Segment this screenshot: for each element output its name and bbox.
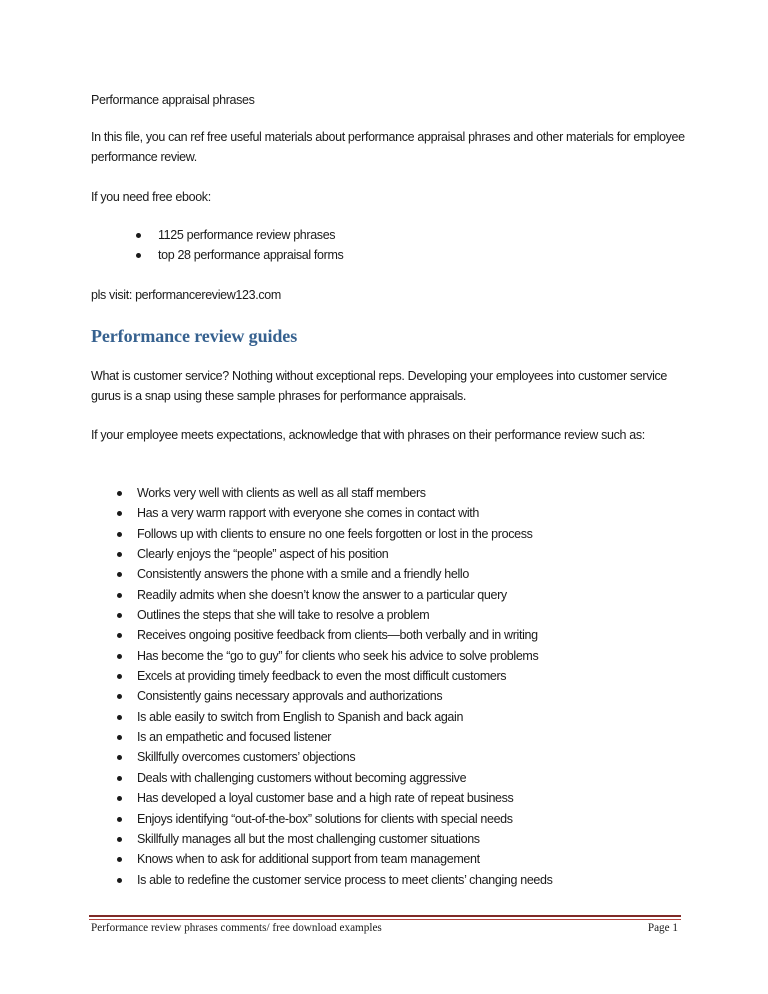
list-item: Enjoys identifying “out-of-the-box” solutions for clients with special needs [137,809,553,829]
list-item: Is an empathetic and focused listener [137,727,553,747]
list-item: Skillfully overcomes customers’ objections [137,747,553,767]
phrase-list [137,483,553,890]
footer-rule-thin [89,919,681,920]
list-item: Readily admits when she doesn’t know the answer to a particular query [137,585,553,605]
bullet-icon [117,715,122,720]
bullet-icon [117,593,122,598]
section-paragraph: What is customer service? Nothing without exceptional reps. Developing your employees into customer service gurus is a snap using these sample phrases for performance appraisals. [91,369,668,403]
expectations-paragraph: If your employee meets expectations, acknowledge that with phrases on their performance review such as: [91,428,645,442]
list-item: Deals with challenging customers without becoming aggressive [137,768,553,788]
list-item: Has become the “go to guy” for clients who seek his advice to solve problems [137,646,553,666]
bullet-icon [117,532,122,537]
ebook-prompt: If you need free ebook: [91,190,211,204]
bullet-icon [136,253,141,258]
bullet-icon [117,674,122,679]
list-item: Is able to redefine the customer service process to meet clients’ changing needs [137,870,553,890]
list-item: Outlines the steps that she will take to resolve a problem [137,605,553,625]
list-item: Clearly enjoys the “people” aspect of his position [137,544,553,564]
bullet-icon [117,694,122,699]
bullet-icon [136,233,141,238]
list-item: Skillfully manages all but the most challenging customer situations [137,829,553,849]
bullet-icon [117,837,122,842]
bullet-icon [117,572,122,577]
bullet-icon [117,491,122,496]
bullet-icon [117,654,122,659]
footer-title: Performance review phrases comments/ free download examples [91,922,382,934]
ebook-item: top 28 performance appraisal forms [158,245,343,265]
list-item: Excels at providing timely feedback to even the most difficult customers [137,666,553,686]
bullet-icon [117,633,122,638]
page-number: Page 1 [647,922,678,934]
list-item: Follows up with clients to ensure no one feels forgotten or lost in the process [137,524,553,544]
bullet-icon [117,755,122,760]
doc-title: Performance appraisal phrases [91,93,255,107]
bullet-icon [117,878,122,883]
section-heading: Performance review guides [91,326,298,346]
bullet-icon [117,552,122,557]
footer-rule [89,915,681,917]
list-item: Has a very warm rapport with everyone she comes in contact with [137,503,553,523]
bullet-icon [117,735,122,740]
bullet-icon [117,857,122,862]
visit-link-text[interactable]: pls visit: performancereview123.com [91,288,281,302]
list-item: Receives ongoing positive feedback from clients—both verbally and in writing [137,625,553,645]
list-item: Is able easily to switch from English to Spanish and back again [137,707,553,727]
bullet-icon [117,511,122,516]
list-item: Consistently answers the phone with a smile and a friendly hello [137,564,553,584]
list-item: Has developed a loyal customer base and a high rate of repeat business [137,788,553,808]
bullet-icon [117,776,122,781]
list-item: Knows when to ask for additional support from team management [137,849,553,869]
list-item: Consistently gains necessary approvals and authorizations [137,686,553,706]
list-item: Works very well with clients as well as all staff members [137,483,553,503]
intro-paragraph: In this file, you can ref free useful materials about performance appraisal phrases and other materials for employee performance review. [91,130,685,164]
ebook-item: 1125 performance review phrases [158,225,343,245]
bullet-icon [117,613,122,618]
bullet-icon [117,796,122,801]
ebook-list [158,225,343,265]
bullet-icon [117,817,122,822]
